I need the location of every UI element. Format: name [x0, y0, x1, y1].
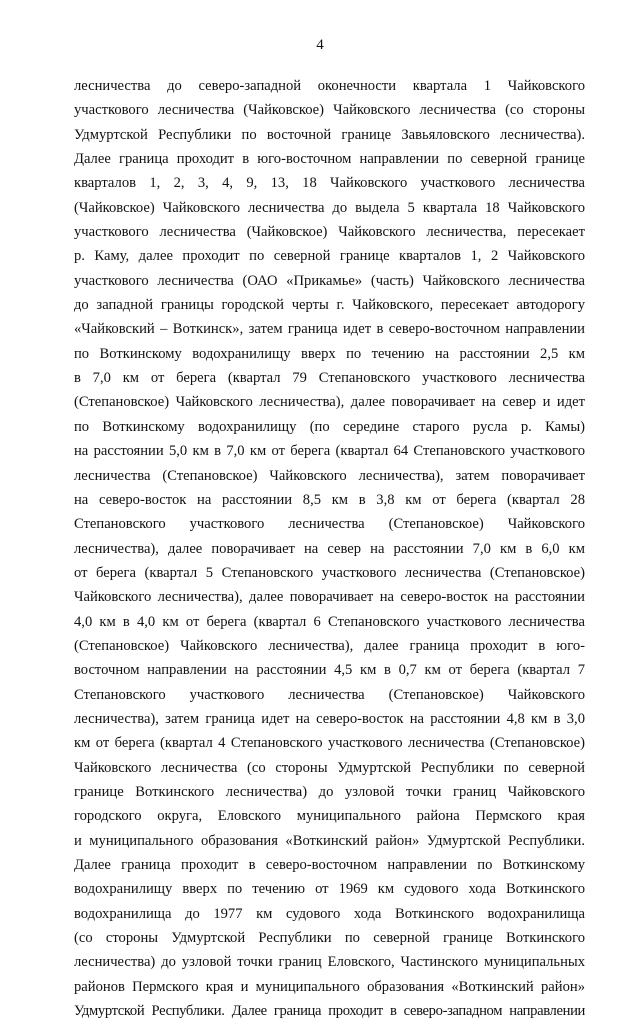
text-line: (Степановское) Чайковского лесничества), далее поворачивает на север и идет	[74, 394, 585, 411]
text-line: р. Каму, далее проходит по северной границе кварталов 1, 2 Чайковского	[74, 248, 585, 265]
text-line: Чайковского лесничества (со стороны Удмуртской Республики по северной	[74, 759, 585, 776]
text-line: (со стороны Удмуртской Республики по северной границе Воткинского	[74, 930, 585, 947]
text-line: лесничества), затем граница идет на северо-восток на расстоянии 4,8 км в 3,0	[74, 710, 585, 727]
text-line: участкового лесничества (Чайковское) Чайковского лесничества, пересекает	[74, 224, 585, 241]
text-line: водохранилищу вверх по течению от 1969 км судового хода Воткинского	[74, 881, 585, 898]
text-line: и муниципального образования «Воткинский район» Удмуртской Республики.	[74, 832, 585, 849]
text-line: «Чайковский – Воткинск», затем граница идет в северо-восточном направлении	[74, 321, 585, 338]
text-line: Удмуртской Республики по восточной границе Завьяловского лесничества).	[74, 126, 585, 143]
text-line: по Воткинскому водохранилищу (по середине старого русла р. Камы)	[74, 418, 585, 435]
text-line: районов Пермского края и муниципального образования «Воткинский район»	[74, 978, 585, 995]
text-line: восточном направлении на расстоянии 4,5 км в 0,7 км от берега (квартал 7	[74, 662, 585, 679]
text-line: 4,0 км в 4,0 км от берега (квартал 6 Степановского участкового лесничества	[74, 613, 585, 630]
text-line: Далее граница проходит в северо-восточном направлении по Воткинскому	[74, 857, 585, 873]
body-text	[74, 74, 585, 1023]
text-line: участкового лесничества (Чайковское) Чайковского лесничества (со стороны	[74, 102, 585, 119]
text-line: городского округа, Еловского муниципального района Пермского края	[74, 808, 585, 825]
text-line: кварталов 1, 2, 3, 4, 9, 13, 18 Чайковского участкового лесничества	[74, 175, 585, 192]
text-line: км от берега (квартал 4 Степановского участкового лесничества (Степановское)	[74, 735, 585, 752]
text-line: на расстоянии 5,0 км в 7,0 км от берега (квартал 64 Степановского участкового	[74, 443, 585, 460]
text-line: в 7,0 км от берега (квартал 79 Степановского участкового лесничества	[74, 370, 585, 387]
text-line: границе Воткинского лесничества) до узловой точки границ Чайковского	[74, 783, 585, 800]
text-line: Удмуртской Республики. Далее граница проходит в северо-западном направлении	[74, 1003, 585, 1020]
text-line: от берега (квартал 5 Степановского участкового лесничества (Степановское)	[74, 564, 585, 581]
text-line: лесничества (Степановское) Чайковского лесничества), затем поворачивает	[74, 467, 585, 484]
page-number: 4	[316, 37, 324, 53]
text-line: лесничества), далее поворачивает на север на расстоянии 7,0 км в 6,0 км	[74, 540, 585, 557]
text-line: Степановского участкового лесничества (Степановское) Чайковского	[74, 686, 585, 703]
text-line: лесничества до северо-западной оконечности квартала 1 Чайковского	[74, 78, 585, 94]
text-line: Далее граница проходит в юго-восточном направлении по северной границе	[74, 151, 585, 168]
text-line: (Чайковское) Чайковского лесничества до выдела 5 квартала 18 Чайковского	[74, 199, 585, 216]
text-line: по Воткинскому водохранилищу вверх по течению на расстоянии 2,5 км	[74, 345, 585, 362]
text-line: водохранилища до 1977 км судового хода Воткинского водохранилища	[74, 905, 585, 922]
text-line: на северо-восток на расстоянии 8,5 км в 3,8 км от берега (квартал 28	[74, 491, 585, 508]
text-line: Степановского участкового лесничества (Степановское) Чайковского	[74, 516, 585, 533]
text-line: (Степановское) Чайковского лесничества), далее граница проходит в юго-	[74, 637, 585, 654]
text-line: участкового лесничества (ОАО «Прикамье» (часть) Чайковского лесничества	[74, 272, 585, 289]
text-line: лесничества) до узловой точки границ Еловского, Частинского муниципальных	[74, 954, 585, 971]
text-line: Чайковского лесничества), далее поворачивает на северо-восток на расстоянии	[74, 589, 585, 606]
text-line: до западной границы городской черты г. Чайковского, пересекает автодорогу	[74, 297, 585, 314]
